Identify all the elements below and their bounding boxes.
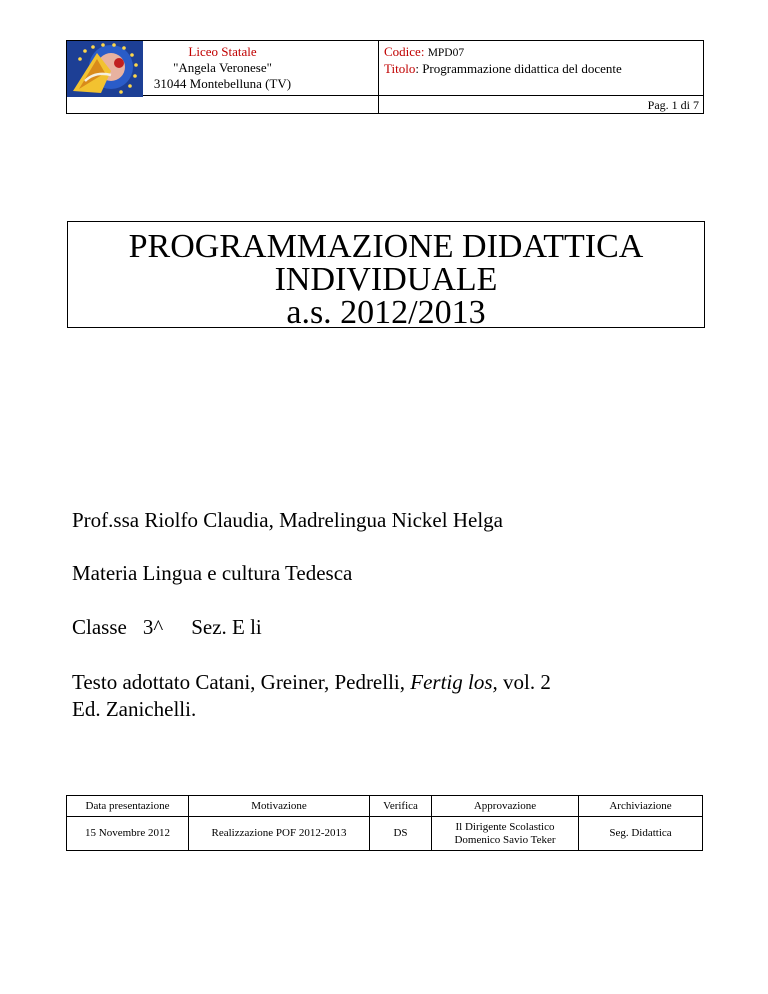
document-code-cell <box>379 41 704 96</box>
textbook-volume: vol. 2 <box>497 670 551 694</box>
school-subname: "Angela Veronese" <box>173 60 272 75</box>
page-number: Pag. 1 di 7 <box>379 96 704 114</box>
class-line <box>72 615 262 640</box>
document-title <box>67 221 705 331</box>
textbook-line <box>72 670 551 695</box>
header-approval: Approvazione <box>432 796 579 817</box>
approval-value <box>432 817 579 851</box>
date-value: 15 Novembre 2012 <box>67 817 189 851</box>
school-address: 31044 Montebelluna (TV) <box>153 76 292 91</box>
approval-table <box>66 795 703 851</box>
title-line-2: INDIVIDUALE <box>274 261 498 298</box>
code-value: MPD07 <box>427 47 465 59</box>
code-label: Codice: <box>384 44 425 59</box>
approval-role: Il Dirigente Scolastico <box>455 820 555 833</box>
empty-cell <box>67 96 379 114</box>
title-line-1: PROGRAMMAZIONE DIDATTICA <box>128 228 644 265</box>
section-value: Sez. E li <box>191 615 262 639</box>
textbook-title: Fertig los, <box>410 670 498 694</box>
verification-value: DS <box>370 817 432 851</box>
title-value: : Programmazione didattica del docente <box>415 61 622 76</box>
textbook-authors: Testo adottato Catani, Greiner, Pedrelli, <box>72 670 411 694</box>
header-archive: Archiviazione <box>579 796 703 817</box>
publisher-line: Ed. Zanichelli. <box>72 697 197 721</box>
subject-line: Materia Lingua e cultura Tedesca <box>72 561 353 585</box>
document-header <box>66 40 704 114</box>
header-date: Data presentazione <box>67 796 189 817</box>
header-verification: Verifica <box>370 796 432 817</box>
school-logo-icon <box>67 41 143 97</box>
title-label: Titolo <box>384 61 416 76</box>
archive-value: Seg. Didattica <box>579 817 703 851</box>
motivation-value: Realizzazione POF 2012-2013 <box>189 817 370 851</box>
title-line-3: a.s. 2012/2013 <box>286 294 486 331</box>
class-label: Classe <box>72 615 127 639</box>
header-motivation: Motivazione <box>189 796 370 817</box>
class-value: 3^ <box>142 615 164 639</box>
teachers-line: Prof.ssa Riolfo Claudia, Madrelingua Nickel Helga <box>72 508 503 532</box>
school-name: Liceo Statale <box>188 44 257 59</box>
approval-name: Domenico Savio Teker <box>454 833 556 846</box>
